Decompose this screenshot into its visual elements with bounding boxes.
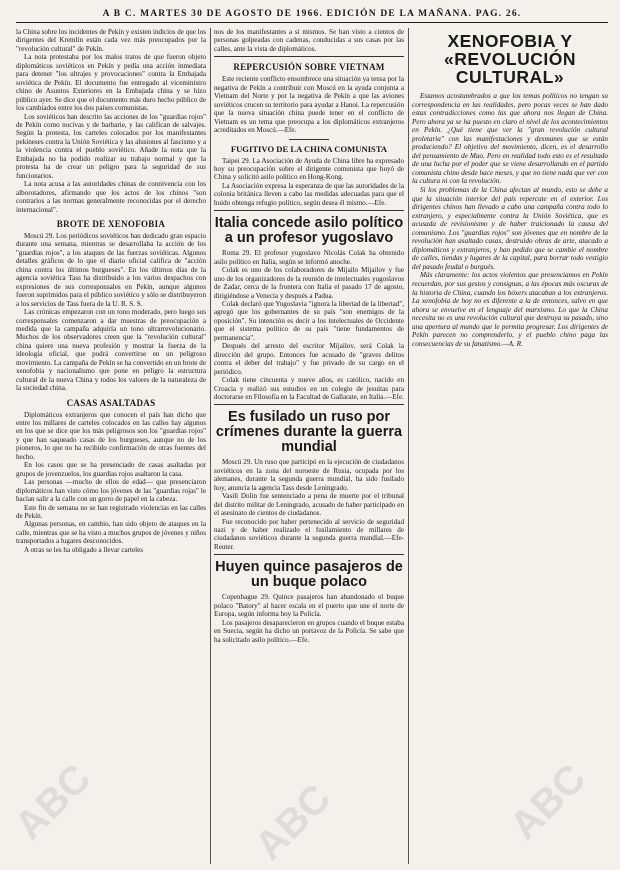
paragraph: Copenhague 29. Quince pasajeros han abandonado el buque polaco "Batory" al hacer escala en el puerto que une el norte de Europa, según informa hoy la Policía. [214, 593, 404, 619]
editorial-paragraph: Estamos acostumbrados a que los temas políticos no tengan su correspondencia en las realidades, pero pocas veces se han dado estas contradicciones como las que ahora nos llegan de China. Pero ahora ya se ha puesto en claro el nivel de los acontecimientos en Pekín. ¿Qué tiene que ver la "gran revolución cultural proletaria" con las manifestaciones y desmanes que se están produciendo? El objetivo del movimiento, dicen, es el desarrollo del pensamiento de Mao. Pero en realidad todo esto es el resultado de una lucha por el poder que se viene desarrollando en el partido comunista chino desde hace meses, y que no tiene nada que ver con la cultura ni con la revolución. [412, 92, 608, 186]
paragraph: La Asociación expresa la esperanza de que las autoridades de la colonia británica lleven a cabo las medidas adecuadas para que el huido obtenga refugio político, según desea él mismo.—Efe. [214, 181, 404, 207]
editorial-paragraph: Si los problemas de la China afectan al mundo, esto se debe a que la situación interior del país repercute en el exterior. Los dirigentes chinos han llevado a cabo una campaña contra todo lo extranjero, y especialmente contra la Unión Soviética, que es acusada de revisionismo y de haber traicionado la causa del comunismo. Los "guardias rojos" son jóvenes que en nombre de la revolución han asaltado casas, destruido obras de arte, atacado a diplomáticos y extranjeros, y han pedido que se cambie el nombre de calles, tiendas y lugares de la capital, para borrar todo vestigio del pasado feudal o burgués. [412, 186, 608, 271]
column-divider [408, 28, 409, 864]
newspaper-page [16, 6, 608, 864]
column-divider [210, 28, 211, 864]
watermark-logo: ABC [6, 755, 100, 849]
paragraph: Los soviéticos han descrito las acciones de los "guardias rojos" de Pekín como nocivas y de barbarie, y las califican de salvajes. Según la protesta, los carteles colocados por los manifestantes pekineses contra la Unión Soviética y las alusiones al fascismo y a la violencia contra el pueblo soviético. Añade la nota que la Embajada no ha podido realizar su trabajo normal y que la protesta ha de crear un peligro para la seguridad de sus funcionarios. [16, 112, 206, 180]
headline-fusilado-ruso: Es fusilado un ruso por crímenes durante la guerra mundial [215, 409, 403, 456]
paragraph: Colak es uno de los colaboradores de Mijailo Mijailov y fue uno de los organizadores de la reunión de intelectuales yugoslavos de Zadar, cerca de la frontera con Italia el pasado 17 de agosto, dirigiéndose a Venecia y después a Padua. [214, 266, 404, 300]
paragraph: Este fin de semana no se han registrado violencias en las calles de Pekín. [16, 503, 206, 521]
paragraph: la China sobre los incidentes de Pekín y existen indicios de que los dirigentes del Kremlin están cada vez más preocupados por la "revolución cultural" de Pekín. [16, 28, 206, 53]
paragraph: En los casos que se ha presenciado de casas asaltadas por grupos de jovenzuelos, los guardias rojos asaltaron la casa. [16, 461, 206, 478]
page-header: A B C. MARTES 30 DE AGOSTO DE 1966. EDICIÓN DE LA MAÑANA. PAG. 26. [16, 6, 608, 23]
headline-italia-asilo: Italia concede asilo político a un profesor yugoslavo [214, 215, 404, 247]
paragraph: Fue reconocido por haber pertenecido al servicio de seguridad nazi y de haber realizado el fusilamiento de millares de ciudadanos soviéticos durante la segunda guerra mundial.—Efe-Reuter. [214, 517, 404, 551]
editorial-paragraph: Más claramente: los actos violentos que presenciamos en Pekín recuerdan, por sus gestos y consignas, a las épocas más oscuras de la historia de China, cuando los bóxers atacaban a los extranjeros. La xenofobia de hoy no es diferente a la de entonces, salvo en que ahora se envuelve en el lenguaje del marxismo. Lo que la China necesita no es una revolución cultural que destruya su pasado, sino una apertura al mundo que le permita progresar. Los dirigentes de Pekín parecen no comprenderlo, y el pueblo chino paga las consecuencias de su fanatismo.—A. R. [412, 271, 608, 348]
editorial-title: XENOFOBIA Y «REVOLUCIÓN CULTURAL» [444, 31, 576, 87]
divider [289, 139, 329, 140]
paragraph: Las personas —mucho de ellos de edad— que presenciaron diplomáticos han visto cómo los jóvenes de las "guardias rojas" le hacían salir a la calle con un gorro de papel en la cabeza. [16, 478, 206, 504]
column-2 [214, 28, 404, 864]
watermark-logo: ABC [501, 755, 595, 849]
headline-buque-polaco: Huyen quince pasajeros de un buque polaco [215, 559, 403, 591]
column-3 [412, 28, 608, 864]
paragraph: Las crónicas empezaron con un tono moderado, pero luego sus corresponsales comenzaron a dar muestras de preocupación a medida que la campaña adquiría un tono ultrarrevolucionario. Muchos de los observadores creen que la "revolución cultural" china quiere una nueva profesión y mostrar la fuerza de la ideología oficial, que podrá convertirse en un peligroso movimiento. La campaña de Pekín se ha convertido en un brote de xenofobia y nacionalismo que pone en peligro la estructura cultural de la nueva China y todos los valores de la naturaleza de la sociedad china. [16, 308, 206, 393]
paragraph: Los pasajeros desaparecieron en grupos cuando el buque estaba en Suecia, según ha dicho un portavoz de la Policía. Se sabe que ha solicitado asilo político.—Efe. [214, 618, 404, 644]
paragraph: A otras se les ha obligado a llevar carteles [24, 545, 143, 554]
divider [214, 554, 404, 555]
subheading-casas-asaltadas: CASAS ASALTADAS [66, 397, 156, 408]
divider [214, 404, 404, 405]
paragraph: La nota protestaba por los malos tratos de que fueron objeto diplomáticos soviéticos en Pekín y pedía una acción inmediata para detener "los ultrajes y provocaciones" contra la Embajada soviética de Pekín. El documento fue entregado al viceministro chino de Asuntos Exteriores en la Embajada china y se hizo público ayer. Se dice que el documento más duro hecho público de los cambiados entre los dos países comunistas. [16, 53, 206, 113]
subheading-repercusion-vietnam: REPERCUSIÓN SOBRE VIETNAM [233, 62, 385, 73]
paragraph: Moscú 29. Un ruso que participó en la ejecución de ciudadanos soviéticos en la zona del noroeste de Rusia, ocupada por los alemanes, durante la segunda guerra mundial, ha sido fusilado hoy, anuncia la agencia Tass desde Leningrado. [214, 458, 404, 492]
paragraph: Colak declaró que Yugoslavia "ignora la libertad de la libertad", agregó que los gobernantes de su país "son enemigos de la oposición". Su intención es decir a los intelectuales de Occidente que el sistema político de su país "tiene fundamentos de permanencia". [214, 299, 404, 342]
paragraph: La nota acusa a las autoridades chinas de connivencia con los alborotadores, afirmando que los actos de los chinos "son contrarios a las normas generalmente reconocidas por el derecho internacional". [16, 180, 206, 214]
paragraph: Moscú 29. Los periódicos soviéticos han dedicado gran espacio durante una semana, mientras se desarrollaba la acción de los "guardias rojos", a los ataques de las fuerzas soviéticas. Algunos detalles gráficos de lo que el diario oficial califica de "acción china contra los últimos burgueses". En los últimos días de la agencia soviética Tass ha distribuido a los varios despachos con expresiones de sus corresponsales en Pekín, aunque algunos fueron suprimidos para el público soviético y sólo se distribuyeron a los servicios de Tass fuera de la U. R. S. S. [16, 231, 206, 308]
paragraph: Roma 29. El profesor yugoslavo Nicolás Colak ha obtenido asilo político en Italia, según se informó anoche. [214, 249, 404, 266]
paragraph: nos de los manifestantes a sí mismos. Se han visto a cientos de personas golpeadas con cadenas, conducidas a sus casas por las calles, ante la vista de diplomáticos. [214, 28, 404, 53]
paragraph: Diplomáticos extranjeros que conocen el país han dicho que entre los millares de carteles colocados en las calles hay algunos en los que se dice que los más peligrosos son los "guardias rojos" y que han saqueado casas de los burgueses, aunque no de los pioneros, lo que no ha recibido confirmación de otras fuentes del hecho. [16, 410, 206, 461]
paragraph: Después del arresto del escritor Mijailov, será Colak la dirección del grupo. Entonces fue acusado de "graves delitos contra el deber del trabajo" y fue privado de su cargo en el periódico. [214, 342, 404, 376]
paragraph: Algunas personas, en cambio, han sido objeto de ataques en la calle, mientras que se ha visto a muchos grupos de jóvenes y niños transportados a lugares desconocidos. [16, 520, 206, 546]
divider [214, 210, 404, 211]
paragraph: Vasili Dolin fue sentenciado a pena de muerte por el tribunal del distrito militar de Leningrado, acusado de haber participado en el asesinato de cientos de ciudadanos. [214, 492, 404, 518]
paragraph: Taipei 29. La Asociación de Ayuda de China libre ha expresado hoy su preocupación sobre el dirigente comunista que huyó de China y solicitó asilo político en Hong-Kong. [214, 156, 404, 182]
subheading-fugitivo-china: FUGITIVO DE LA CHINA COMUNISTA [230, 143, 388, 154]
column-1 [16, 28, 206, 864]
subheading-brote-xenofobia: BROTE DE XENOFOBIA [56, 218, 166, 229]
watermark-logo: ABC [246, 775, 340, 869]
divider [214, 56, 404, 57]
paragraph: Este reciente conflicto ensombrece una situación ya tensa por la negativa de Pekín a contribuir con Moscú en la ayuda conjunta a Vietnam del Norte y por la negativa de Pekín a que las aviones soviéticos crucen su territorio para ayudar a Hanoi. La repercusión que la nueva situación china puede tener en el conflicto de Vietnam es un tema que preocupa a los diplomáticos extranjeros acreditados en Moscú.—Efe. [214, 75, 404, 135]
columns [16, 28, 608, 864]
paragraph: Colak tiene cincuenta y nueve años, es católico, nacido en Croacia y realizó sus estudios en un colegio de jesuitas para doctorarse en Filosofía en la Facultad de Gallarate, en Italia.—Efe. [214, 376, 404, 401]
